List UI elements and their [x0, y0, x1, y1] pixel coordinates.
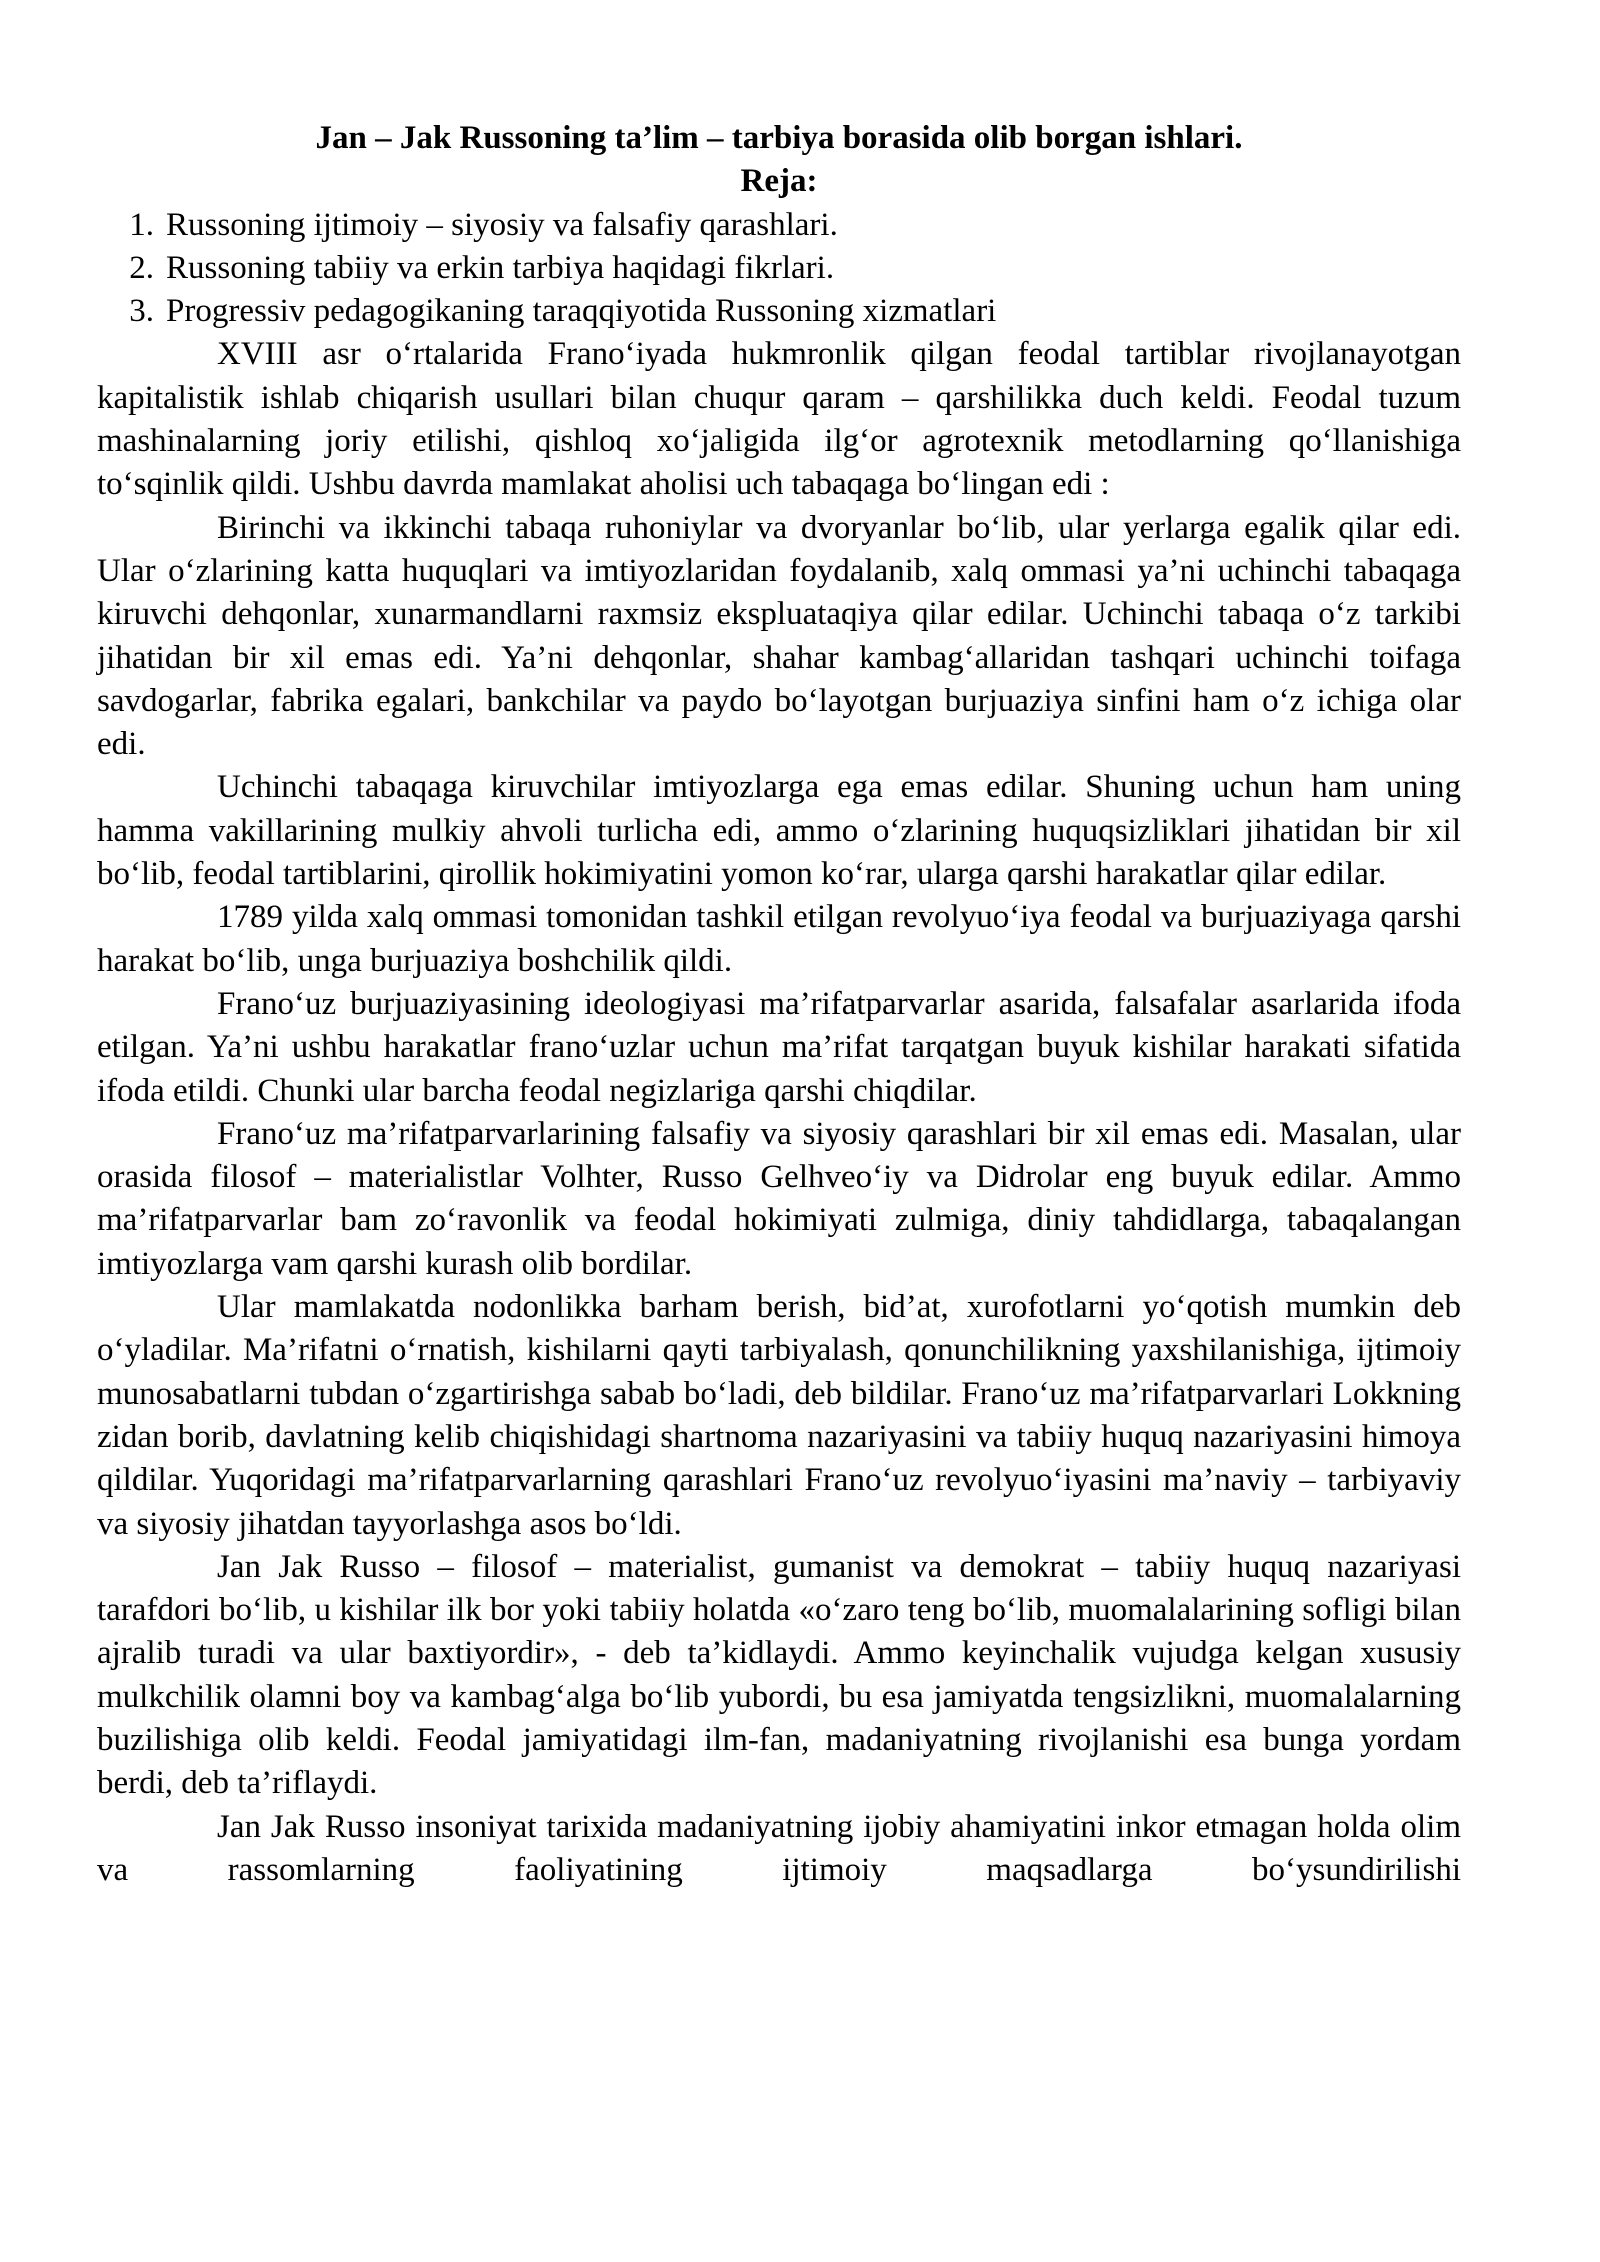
plan-item-number: 1.: [129, 206, 154, 243]
body-paragraph: Jan Jak Russo insoniyat tarixida madaniyatning ijobiy ahamiyatini inkor etmagan holda olim va rassomlarning faoliyatining ijtimoiy maqsadlarga bo‘ysundirilishi: [97, 1808, 1461, 1888]
document-title: Jan – Jak Russoning ta’lim – tarbiya borasida olib borgan ishlari.: [315, 120, 1243, 156]
document-page: [97, 117, 1461, 1892]
plan-item-number: 3.: [129, 293, 154, 330]
body-paragraph: 1789 yilda xalq ommasi tomonidan tashkil etilgan revolyuo‘iya feodal va burjuaziyaga qarshi harakat bo‘lib, unga burjuaziya boshchilik qildi.: [97, 899, 1461, 979]
body-paragraph: XVIII asr o‘rtalarida Frano‘iyada hukmronlik qilgan feodal tartiblar rivojlanayotgan kapitalistik ishlab chiqarish usullari bilan chuqur qaram – qarshilikka duch keldi. Feodal tuzum mashinalarning joriy etilishi, qishloq xo‘jaligida ilg‘or agrotexnik metodlarning qo‘llanishiga to‘sqinlik qildi. Ushbu davrda mamlakat aholisi uch tabaqaga bo‘lingan edi :: [97, 336, 1461, 503]
body-paragraph: Frano‘uz burjuaziyasining ideologiyasi ma’rifatparvarlar asarida, falsafalar asarlarida ifoda etilgan. Ya’ni ushbu harakatlar frano‘uzlar uchun ma’rifat tarqatgan buyuk kishilar harakati sifatida ifoda etildi. Chunki ular barcha feodal negizlariga qarshi chiqdilar.: [97, 985, 1461, 1109]
plan-item-number: 2.: [129, 249, 154, 286]
plan-item-text: Progressiv pedagogikaning taraqqiyotida Russoning xizmatlari: [166, 293, 997, 330]
plan-list: [97, 204, 1461, 334]
plan-item-text: Russoning ijtimoiy – siyosiy va falsafiy qarashlari.: [166, 206, 838, 243]
body-paragraph: Frano‘uz ma’rifatparvarlarining falsafiy va siyosiy qarashlari bir xil emas edi. Masalan, ular orasida filosof – materialistlar Volhter, Russo Gelhveo‘iy va Didrolar eng buyuk edilar. Ammo ma’rifatparvarlar bam zo‘ravonlik va feodal hokimiyati zulmiga, diniy tahdidlarga, tabaqalangan imtiyozlarga vam qarshi kurash olib bordilar.: [97, 1115, 1461, 1282]
body-paragraph: Jan Jak Russo – filosof – materialist, gumanist va demokrat – tabiiy huquq nazariyasi tarafdori bo‘lib, u kishilar ilk bor yoki tabiiy holatda «o‘zaro teng bo‘lib, muomalalarining sofligi bilan ajralib turadi va ular baxtiyordir», - deb ta’kidlaydi. Ammo keyinchalik vujudga kelgan xususiy mulkchilik olamni boy va kambag‘alga bo‘lib yubordi, bu esa jamiyatda tengsizlikni, muomalalarning buzilishiga olib keldi. Feodal jamiyatidagi ilm-fan, madaniyatning rivojlanishi esa bunga yordam berdi, deb ta’riflaydi.: [97, 1548, 1461, 1802]
body-paragraph: Uchinchi tabaqaga kiruvchilar imtiyozlarga ega emas edilar. Shuning uchun ham uning hamma vakillarining mulkiy ahvoli turlicha edi, ammo o‘zlarining huquqsizliklari jihatidan bir xil bo‘lib, feodal tartiblarini, qirollik hokimiyatini yomon ko‘rar, ularga qarshi harakatlar qilar edilar.: [97, 769, 1461, 893]
plan-item: [97, 204, 1461, 247]
plan-item: [97, 247, 1461, 290]
body-paragraph: Ular mamlakatda nodonlikka barham berish, bid’at, xurofotlarni yo‘qotish mumkin deb o‘yladilar. Ma’rifatni o‘rnatish, kishilarni qayti tarbiyalash, qonunchilikning yaxshilanishiga, ijtimoiy munosabatlarni tubdan o‘zgartirishga sabab bo‘ladi, deb bildilar. Frano‘uz ma’rifatparvarlari Lokkning zidan borib, davlatning kelib chiqishidagi shartnoma nazariyasini va tabiiy huquq nazariyasini himoya qildilar. Yuqoridagi ma’rifatparvarlarning qarashlari Frano‘uz revolyuo‘iyasini ma’naviy – tarbiyaviy va siyosiy jihatdan tayyorlashga asos bo‘ldi.: [97, 1289, 1461, 1542]
plan-heading: Reja:: [740, 163, 818, 200]
body-paragraph: Birinchi va ikkinchi tabaqa ruhoniylar va dvoryanlar bo‘lib, ular yerlarga egalik qilar edi. Ular o‘zlarining katta huquqlari va imtiyozlaridan foydalanib, xalq ommasi ya’ni uchinchi tabaqaga kiruvchi dehqonlar, xunarmandlarni raxmsiz ekspluataqiya qilar edilar. Uchinchi tabaqa o‘z tarkibi jihatidan bir xil emas edi. Ya’ni dehqonlar, shahar kambag‘allaridan tashqari uchinchi toifaga savdogarlar, fabrika egalari, bankchilar va paydo bo‘layotgan burjuaziya sinfini ham o‘z ichiga olar edi.: [97, 509, 1461, 763]
plan-item-text: Russoning tabiiy va erkin tarbiya haqidagi fikrlari.: [166, 249, 835, 286]
plan-item: [97, 290, 1461, 333]
